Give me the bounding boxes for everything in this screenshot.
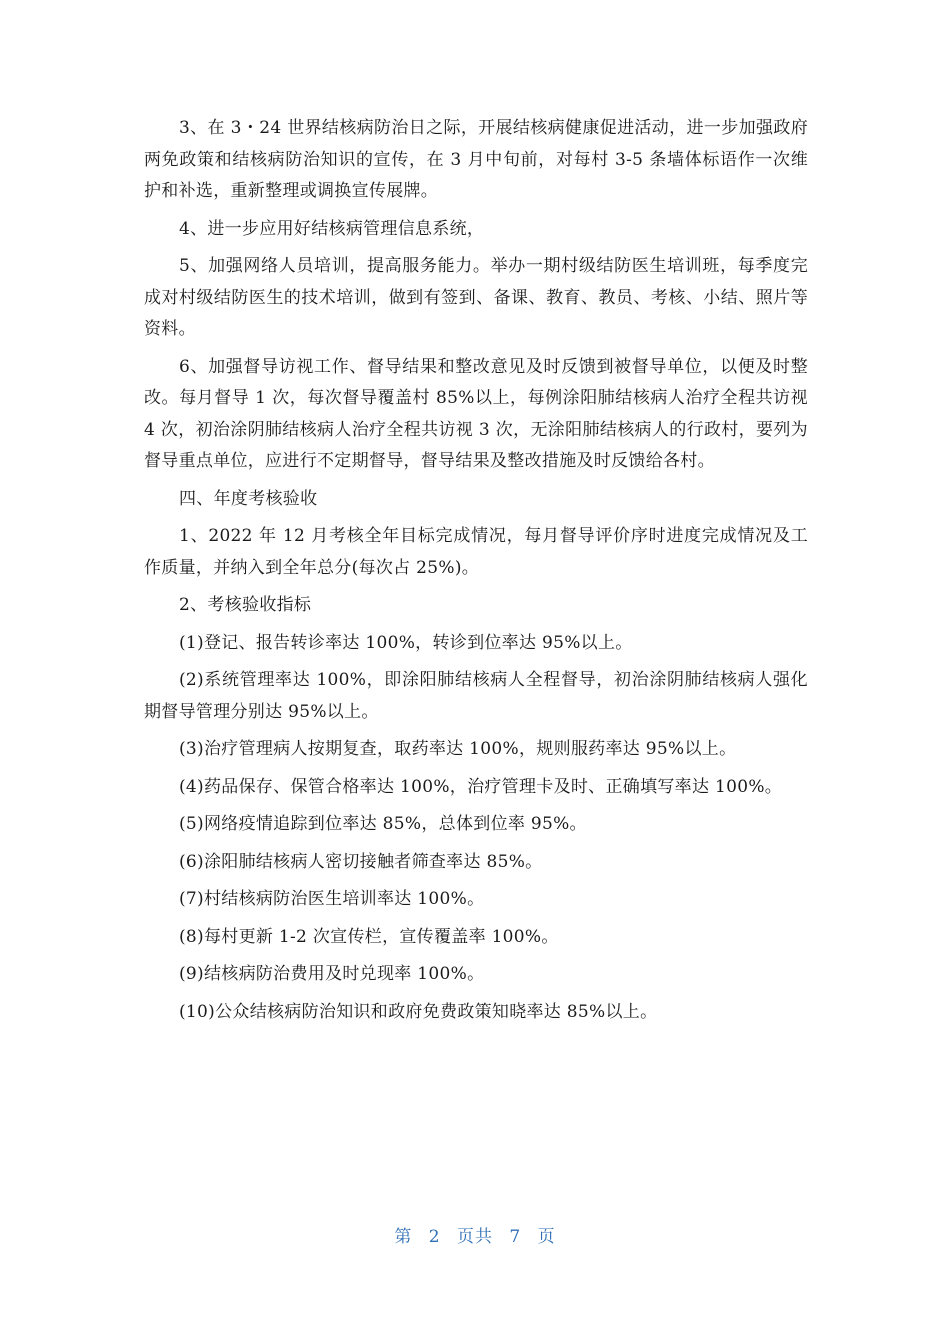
paragraph-item-6: 6、加强督导访视工作、督导结果和整改意见及时反馈到被督导单位，以便及时整改。每月督导 1 次，每次督导覆盖村 85%以上，每例涂阳肺结核病人治疗全程共访视 4 次，初治涂阴肺结核病人治疗全程共访视 3 次，无涂阳肺结核病人的行政村，要列为督导重点单位，应进行不定期督导，督导结果及整改措施及时反馈给各村。 [144, 356, 808, 471]
indicator-item-8: (8)每村更新 1-2 次宣传栏，宣传覆盖率 100%。 [179, 926, 559, 947]
indicator-item-4: (4)药品保存、保管合格率达 100%，治疗管理卡及时、正确填写率达 100%。 [179, 776, 783, 797]
indicator-item-3: (3)治疗管理病人按期复查，取药率达 100%，规则服药率达 95%以上。 [179, 739, 737, 759]
indicator-item-1: (1)登记、报告转诊率达 100%，转诊到位率达 95%以上。 [179, 632, 633, 653]
indicator-item-7: (7)村结核病防治医生培训率达 100%。 [179, 889, 485, 909]
section-heading-annual-assessment: 四、年度考核验收 [179, 488, 318, 509]
page-number-footer: 第 2 页共 7 页 [394, 1227, 556, 1247]
indicator-item-2: (2)系统管理率达 100%，即涂阳肺结核病人全程督导，初治涂阴肺结核病人强化期督导管理分别达 95%以上。 [144, 670, 808, 722]
paragraph-item-3: 3、在 3・24 世界结核病防治日之际，开展结核病健康促进活动，进一步加强政府两免政策和结核病防治知识的宣传，在 3 月中旬前，对每村 3-5 条墙体标语作一次维护和补选，重新整理或调换宣传展牌。 [144, 118, 808, 201]
paragraph-item-4: 4、进一步应用好结核病管理信息系统， [179, 218, 485, 239]
indicator-item-9: (9)结核病防治费用及时兑现率 100%。 [179, 964, 485, 984]
paragraph-assessment-1: 1、2022 年 12 月考核全年目标完成情况，每月督导评价序时进度完成情况及工作质量，并纳入到全年总分(每次占 25%)。 [144, 526, 808, 578]
indicator-item-5: (5)网络疫情追踪到位率达 85%，总体到位率 95%。 [179, 814, 587, 834]
document-body [144, 113, 808, 1034]
paragraph-assessment-2: 2、考核验收指标 [179, 595, 312, 615]
paragraph-item-5: 5、加强网络人员培训，提高服务能力。举办一期村级结防医生培训班，每季度完成对村级结防医生的技术培训，做到有签到、备课、教育、教员、考核、小结、照片等资料。 [144, 256, 808, 339]
indicator-item-10: (10)公众结核病防治知识和政府免费政策知晓率达 85%以上。 [179, 1001, 658, 1022]
indicator-item-6: (6)涂阳肺结核病人密切接触者筛查率达 85%。 [179, 851, 543, 872]
